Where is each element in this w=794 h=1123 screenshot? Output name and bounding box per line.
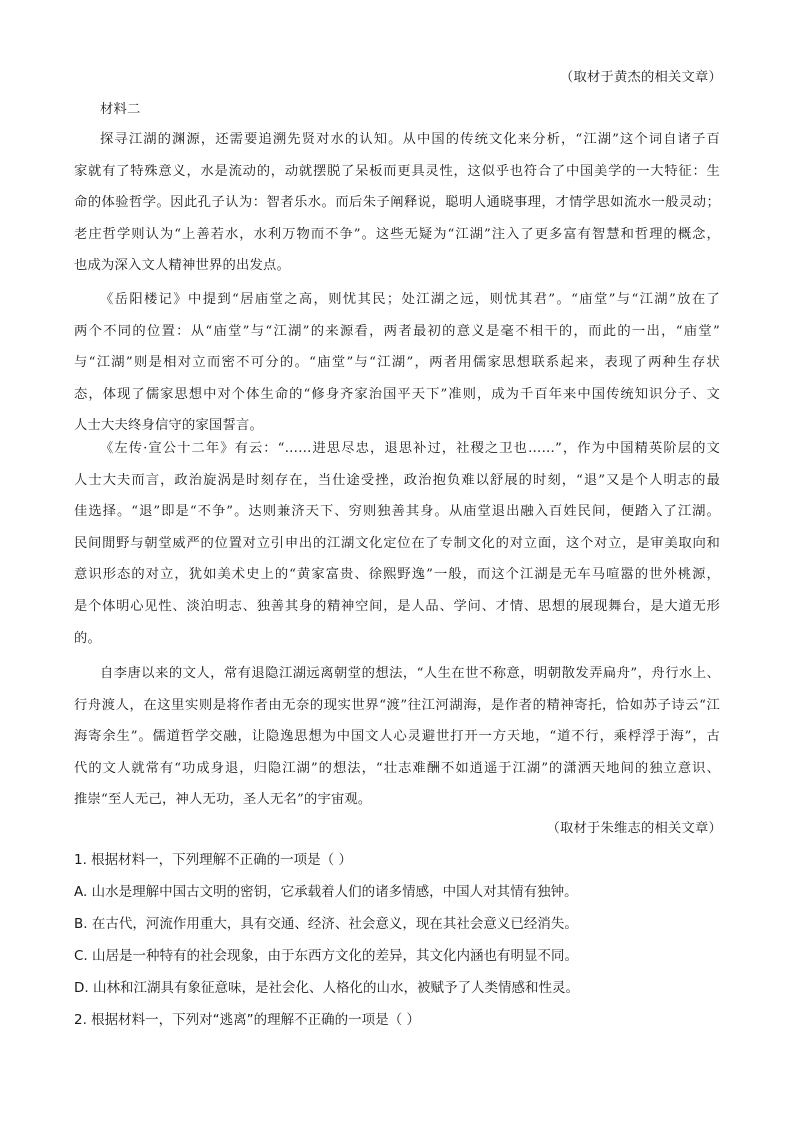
paragraph-line: 与“江湖”则是相对立而密不可分的。“庙堂”与“江湖”，两者用儒家思想联系起来，表现了两种生存状 bbox=[74, 355, 720, 371]
paragraph-line: 推崇“至人无己，神人无功，圣人无名”的宇宙观。 bbox=[74, 792, 372, 808]
paragraph-line: 也成为深入文人精神世界的出发点。 bbox=[74, 258, 290, 274]
answer-option: D. 山林和江湖具有象征意味，是社会化、人格化的山水，被赋予了人类情感和性灵。 bbox=[74, 980, 579, 996]
paragraph-line: 命的体验哲学。因此孔子认为：智者乐水。而后朱子阐释说，聪明人通晓事理，才情学思如流水一般灵动； bbox=[74, 195, 720, 211]
answer-option: B. 在古代，河流作用重大，具有交通、经济、社会意义，现在其社会意义已经消失。 bbox=[74, 916, 578, 932]
paragraph-line: 代的文人就常有“功成身退，归隐江湖”的想法，“壮志难酬不如逍遥于江湖”的潇洒天地间的独立意识、 bbox=[74, 760, 720, 776]
material-heading: 材料二 bbox=[100, 102, 141, 117]
paragraph-line: 《左传·宣公十二年》有云：“……进思尽忠，退思补过，社稷之卫也……”，作为中国精英阶层的文 bbox=[100, 441, 720, 456]
source-attribution-top: （取材于黄杰的相关文章） bbox=[560, 70, 722, 85]
paragraph-line: 佳选择。“退”即是“不争”。达则兼济天下、穷则独善其身。从庙堂退出融入百姓民间，便踏入了江湖。 bbox=[74, 504, 720, 520]
answer-option: A. 山水是理解中国古文明的密钥，它承载着人们的诸多情感，中国人对其情有独钟。 bbox=[74, 884, 578, 900]
question-stem: 1. 根据材料一，下列理解不正确的一项是（ ） bbox=[74, 852, 352, 868]
paragraph-line: 行舟渡人，在这里实则是将作者由无奈的现实世界“渡”往江河湖海，是作者的精神寄托，恰如苏子诗云“江 bbox=[74, 697, 720, 713]
paragraph-line: 态，体现了儒家思想中对个体生命的“修身齐家治国平天下”准则，成为千百年来中国传统知识分子、文 bbox=[74, 386, 720, 402]
paragraph-line: 家就有了特殊意义，水是流动的，动就摆脱了呆板而更具灵性，这似乎也符合了中国美学的一大特征：生 bbox=[74, 163, 720, 179]
paragraph-line: 是个体明心见性、淡泊明志、独善其身的精神空间，是人品、学问、才情、思想的展现舞台，是大道无形 bbox=[74, 599, 720, 614]
paragraph-line: 《岳阳楼记》中提到“居庙堂之高，则忧其民；处江湖之远，则忧其君”。“庙堂”与“江湖”放在了 bbox=[100, 292, 720, 307]
paragraph-line: 两个不同的位置：从“庙堂”与“江湖”的来源看，两者最初的意义是毫不相干的，而此的一出，“庙堂” bbox=[74, 323, 720, 339]
paragraph-line: 海寄余生”。儒道哲学交融，让隐逸思想为中国文人心灵避世打开一方天地，“道不行，乘桴浮于海”，古 bbox=[74, 729, 720, 745]
paragraph-line: 探寻江湖的渊源，还需要追溯先贤对水的认知。从中国的传统文化来分析，“江湖”这个词自诸子百 bbox=[100, 132, 720, 147]
paragraph-line: 老庄哲学则认为“上善若水，水利万物而不争”。这些无疑为“江湖”注入了更多富有智慧和哲理的概念， bbox=[74, 226, 720, 242]
paragraph-line: 人士大夫而言，政治旋涡是时刻存在，当仕途受挫，政治抱负难以舒展的时刻，“退”又是个人明志的最 bbox=[74, 472, 720, 488]
paragraph-line: 人士大夫终身信守的家国誓言。 bbox=[74, 418, 263, 434]
question-stem: 2. 根据材料一，下列对“逃离”的理解不正确的一项是（ ） bbox=[74, 1012, 420, 1028]
source-attribution-bottom: （取材于朱维志的相关文章） bbox=[546, 821, 722, 836]
paragraph-line: 意识形态的对立，犹如美术史上的“黄家富贵、徐熙野逸”一般，而这个江湖是无车马喧嚣的世外桃源， bbox=[74, 567, 720, 583]
answer-option: C. 山居是一种特有的社会现象，由于东西方文化的差异，其文化内涵也有明显不同。 bbox=[74, 948, 579, 964]
paragraph-line: 民间閒野与朝堂威严的位置对立引申出的江湖文化定位在了专制文化的对立面，这个对立，是审美取向和 bbox=[74, 535, 720, 551]
paragraph-line: 自李唐以来的文人，常有退隐江湖远离朝堂的想法，“人生在世不称意，明朝散发弄扁舟”，舟行水上、 bbox=[100, 666, 720, 681]
paragraph-line: 的。 bbox=[74, 630, 101, 646]
